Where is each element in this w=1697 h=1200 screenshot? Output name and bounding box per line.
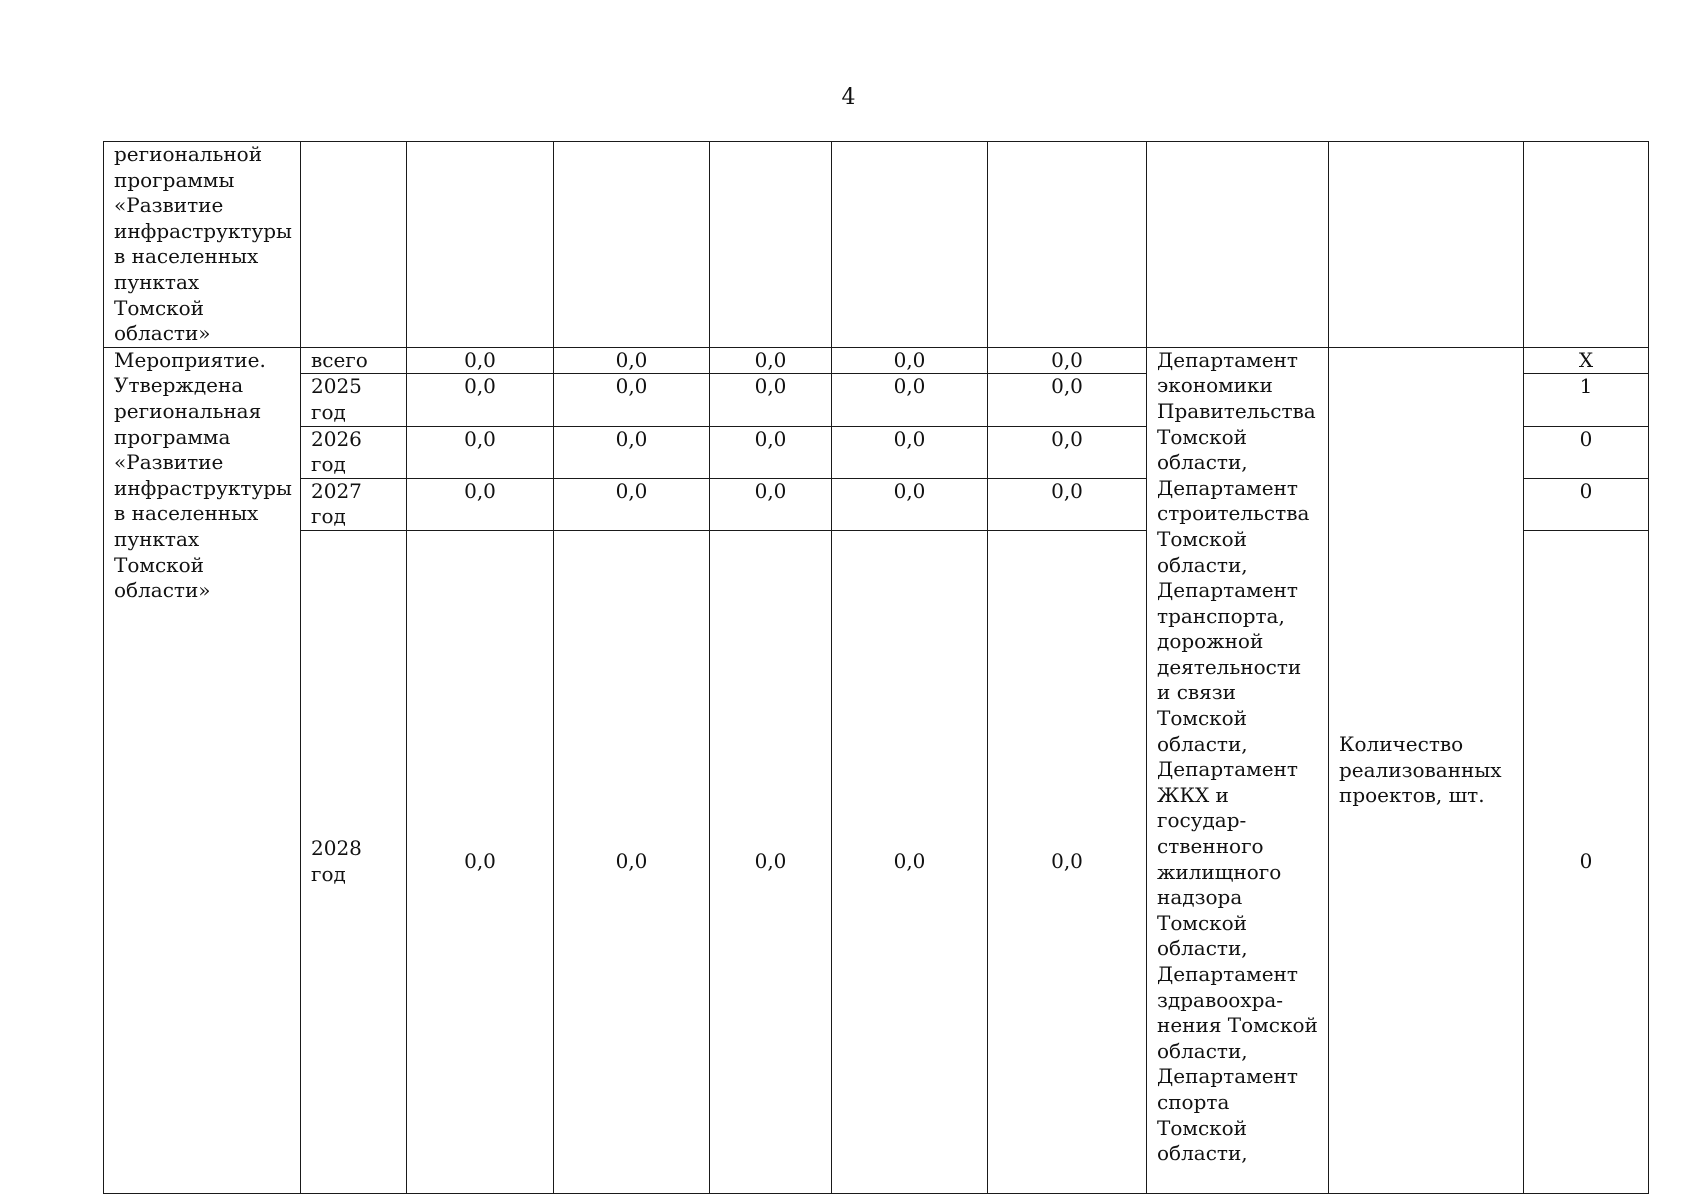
value-cell: 0,0 bbox=[988, 426, 1147, 478]
value-cell: 0,0 bbox=[832, 347, 988, 374]
period-cell: 2028 год bbox=[301, 530, 407, 1193]
value-cell: 0,0 bbox=[988, 478, 1147, 530]
empty-cell bbox=[301, 142, 407, 348]
value-cell: 0,0 bbox=[710, 478, 832, 530]
value-cell: 0,0 bbox=[407, 426, 554, 478]
empty-cell bbox=[407, 142, 554, 348]
indicator-value-cell: 0 bbox=[1524, 530, 1649, 1193]
empty-cell bbox=[1329, 142, 1524, 348]
value-cell: 0,0 bbox=[832, 530, 988, 1193]
indicator-value-cell: Х bbox=[1524, 347, 1649, 374]
value-cell: 0,0 bbox=[988, 347, 1147, 374]
value-cell: 0,0 bbox=[988, 374, 1147, 426]
value-cell: 0,0 bbox=[710, 530, 832, 1193]
event-name: Мероприятие. Утверждена региональная программа «Развитие инфраструктуры в населенных пунктах Томской области» bbox=[114, 347, 292, 603]
period-cell: 2025 год bbox=[301, 374, 407, 426]
program-table bbox=[103, 141, 1649, 1194]
value-cell: 0,0 bbox=[554, 478, 710, 530]
empty-cell bbox=[710, 142, 832, 348]
value-cell: 0,0 bbox=[407, 374, 554, 426]
empty-cell bbox=[1147, 142, 1329, 348]
indicator-value-cell: 0 bbox=[1524, 478, 1649, 530]
value-cell: 0,0 bbox=[710, 347, 832, 374]
value-cell: 0,0 bbox=[988, 530, 1147, 1193]
value-cell: 0,0 bbox=[554, 530, 710, 1193]
page-number: 4 bbox=[841, 85, 856, 110]
value-cell: 0,0 bbox=[554, 347, 710, 374]
table-row bbox=[104, 347, 1649, 374]
value-cell: 0,0 bbox=[407, 478, 554, 530]
value-cell: 0,0 bbox=[710, 426, 832, 478]
indicator-value-cell: 1 bbox=[1524, 374, 1649, 426]
empty-cell bbox=[988, 142, 1147, 348]
period-cell: 2027 год bbox=[301, 478, 407, 530]
value-cell: 0,0 bbox=[407, 530, 554, 1193]
value-cell: 0,0 bbox=[710, 374, 832, 426]
value-cell: 0,0 bbox=[554, 374, 710, 426]
period-cell: всего bbox=[301, 347, 407, 374]
value-cell: 0,0 bbox=[832, 478, 988, 530]
indicator-text: Количество реализованных проектов, шт. bbox=[1339, 731, 1502, 808]
value-cell: 0,0 bbox=[554, 426, 710, 478]
table-row-continuation bbox=[104, 142, 1649, 348]
event-name-cell bbox=[104, 347, 301, 1193]
program-name-continuation: региональной программы «Развитие инфраструктуры в населенных пунктах Томской области» bbox=[114, 142, 292, 346]
program-name-cell bbox=[104, 142, 301, 348]
empty-cell bbox=[832, 142, 988, 348]
value-cell: 0,0 bbox=[832, 426, 988, 478]
value-cell: 0,0 bbox=[832, 374, 988, 426]
empty-cell bbox=[1524, 142, 1649, 348]
indicator-cell bbox=[1329, 347, 1524, 1193]
period-cell: 2026 год bbox=[301, 426, 407, 478]
executors-text: Департамент экономики Правительства Томской области, Департамент строительства Томской области, Департамент транспорта, дорожной деятельности и связи Томской области, Департамент ЖКХ и государ-ственного жилищного надзора Томской области, Департамент здравоохра-нения Томской области, Департамент спорта Томской области, bbox=[1157, 347, 1318, 1166]
value-cell: 0,0 bbox=[407, 347, 554, 374]
executors-cell bbox=[1147, 347, 1329, 1193]
empty-cell bbox=[554, 142, 710, 348]
indicator-value-cell: 0 bbox=[1524, 426, 1649, 478]
